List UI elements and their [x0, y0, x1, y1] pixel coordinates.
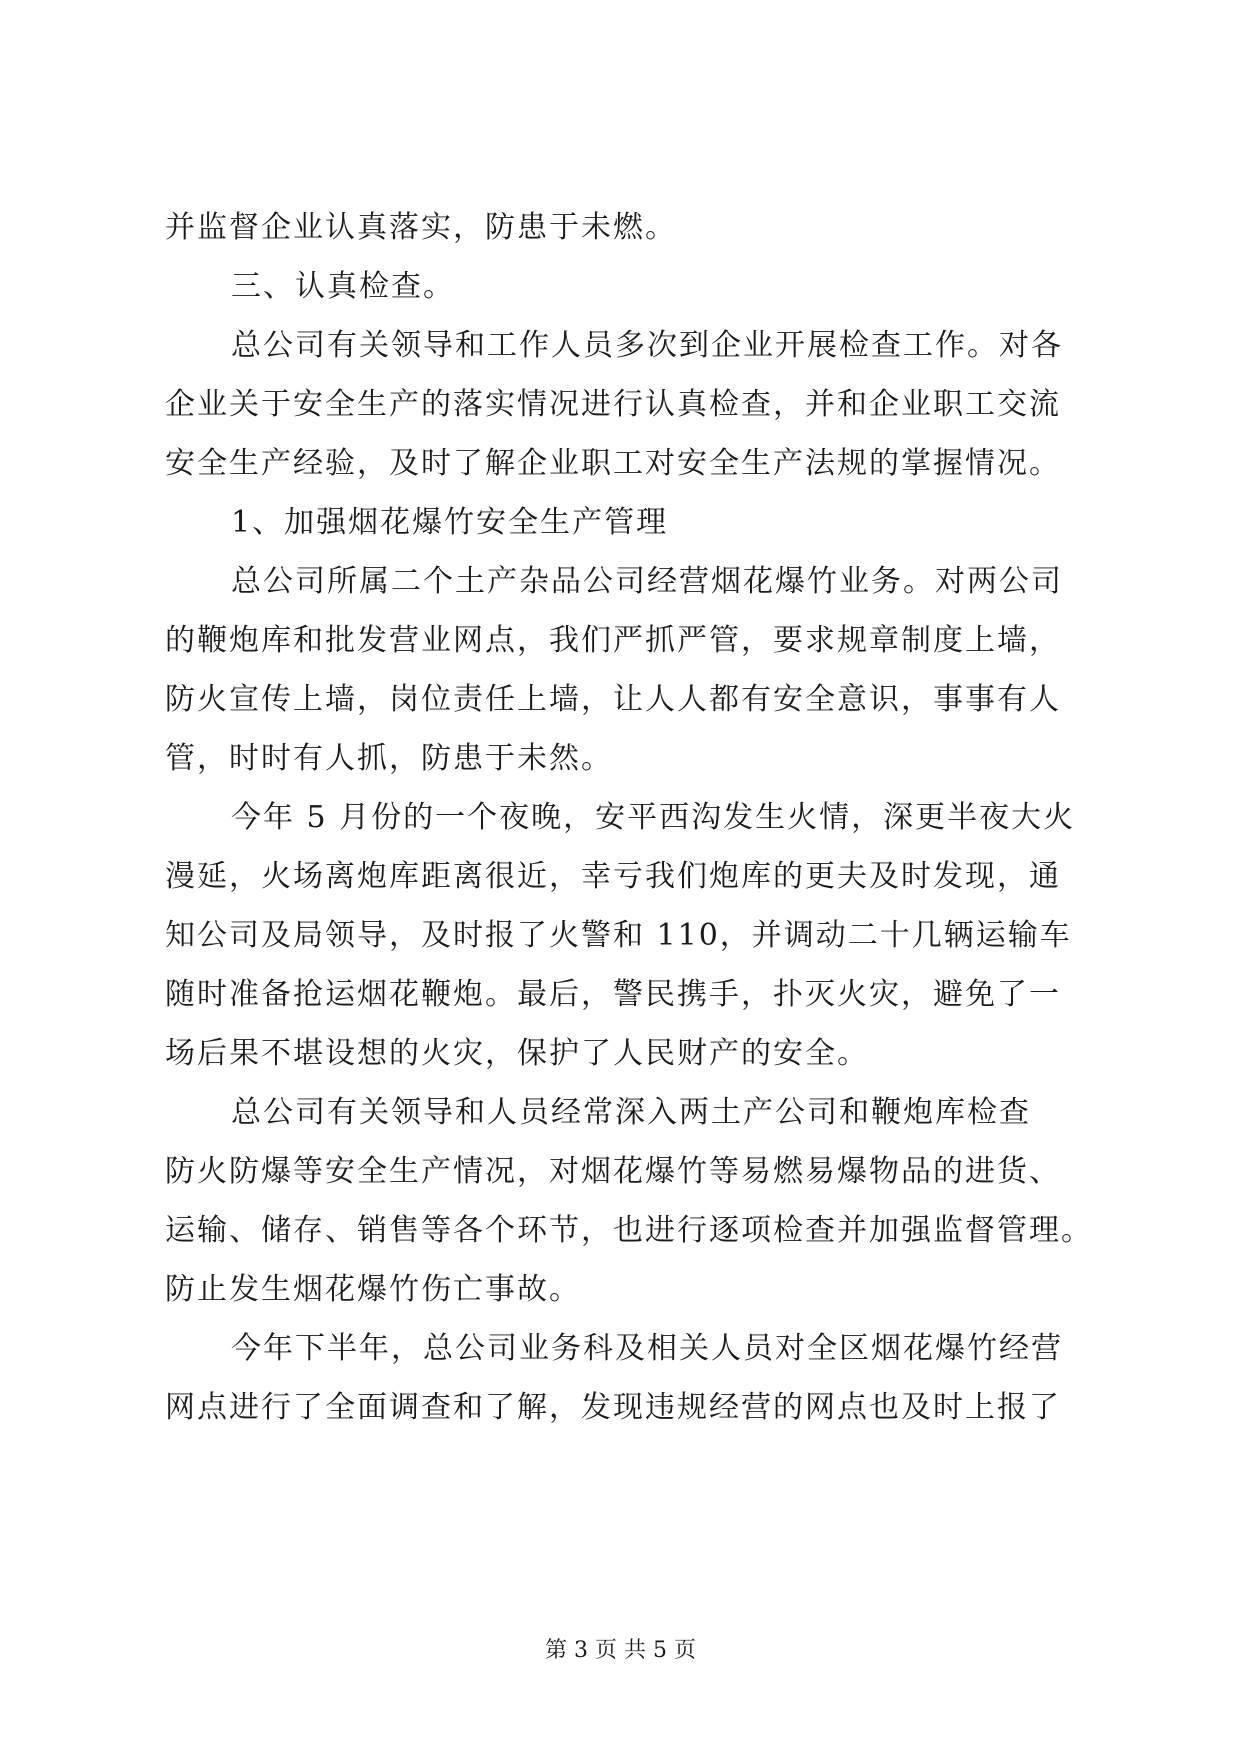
text-line: 运输、储存、销售等各个环节，也进行逐项检查并加强监督管理。: [165, 1213, 1093, 1248]
text-line: 网点进行了全面调查和了解，发现违规经营的网点也及时上报了: [165, 1390, 1061, 1425]
text-line: 管，时时有人抓，防患于未然。: [165, 741, 613, 776]
text-line: 总公司有关领导和人员经常深入两土产公司和鞭炮库检查: [231, 1095, 1031, 1130]
text-line: 防止发生烟花爆竹伤亡事故。: [165, 1272, 581, 1307]
text-line: 并监督企业认真落实，防患于未燃。: [165, 210, 677, 245]
text-line: 防火防爆等安全生产情况，对烟花爆竹等易燃易爆物品的进货、: [165, 1154, 1061, 1189]
text-line: 防火宣传上墙，岗位责任上墙，让人人都有安全意识，事事有人: [165, 682, 1061, 717]
text-line: 随时准备抢运烟花鞭炮。最后，警民携手，扑灭火灾，避免了一: [165, 977, 1061, 1012]
text-line: 总公司所属二个土产杂品公司经营烟花爆竹业务。对两公司: [231, 564, 1063, 599]
text-line: 知公司及局领导，及时报了火警和 110，并调动二十几辆运输车: [165, 918, 1072, 953]
text-line: 漫延，火场离炮库距离很近，幸亏我们炮库的更夫及时发现，通: [165, 859, 1061, 894]
text-line: 今年 5 月份的一个夜晚，安平西沟发生火情，深更半夜大火: [231, 800, 1076, 835]
page-footer: 第 3 页 共 5 页: [545, 1638, 696, 1663]
text-line: 总公司有关领导和工作人员多次到企业开展检查工作。对各: [231, 328, 1063, 363]
text-line: 安全生产经验，及时了解企业职工对安全生产法规的掌握情况。: [165, 446, 1061, 481]
subsection-heading: 1、加强烟花爆竹安全生产管理: [231, 505, 669, 540]
text-line: 企业关于安全生产的落实情况进行认真检查，并和企业职工交流: [165, 387, 1061, 422]
text-line: 场后果不堪设想的火灾，保护了人民财产的安全。: [165, 1036, 869, 1071]
text-line: 今年下半年，总公司业务科及相关人员对全区烟花爆竹经营: [231, 1331, 1063, 1366]
section-heading: 三、认真检查。: [231, 269, 455, 304]
text-line: 的鞭炮库和批发营业网点，我们严抓严管，要求规章制度上墙，: [165, 623, 1061, 658]
document-body: [165, 198, 1093, 1437]
